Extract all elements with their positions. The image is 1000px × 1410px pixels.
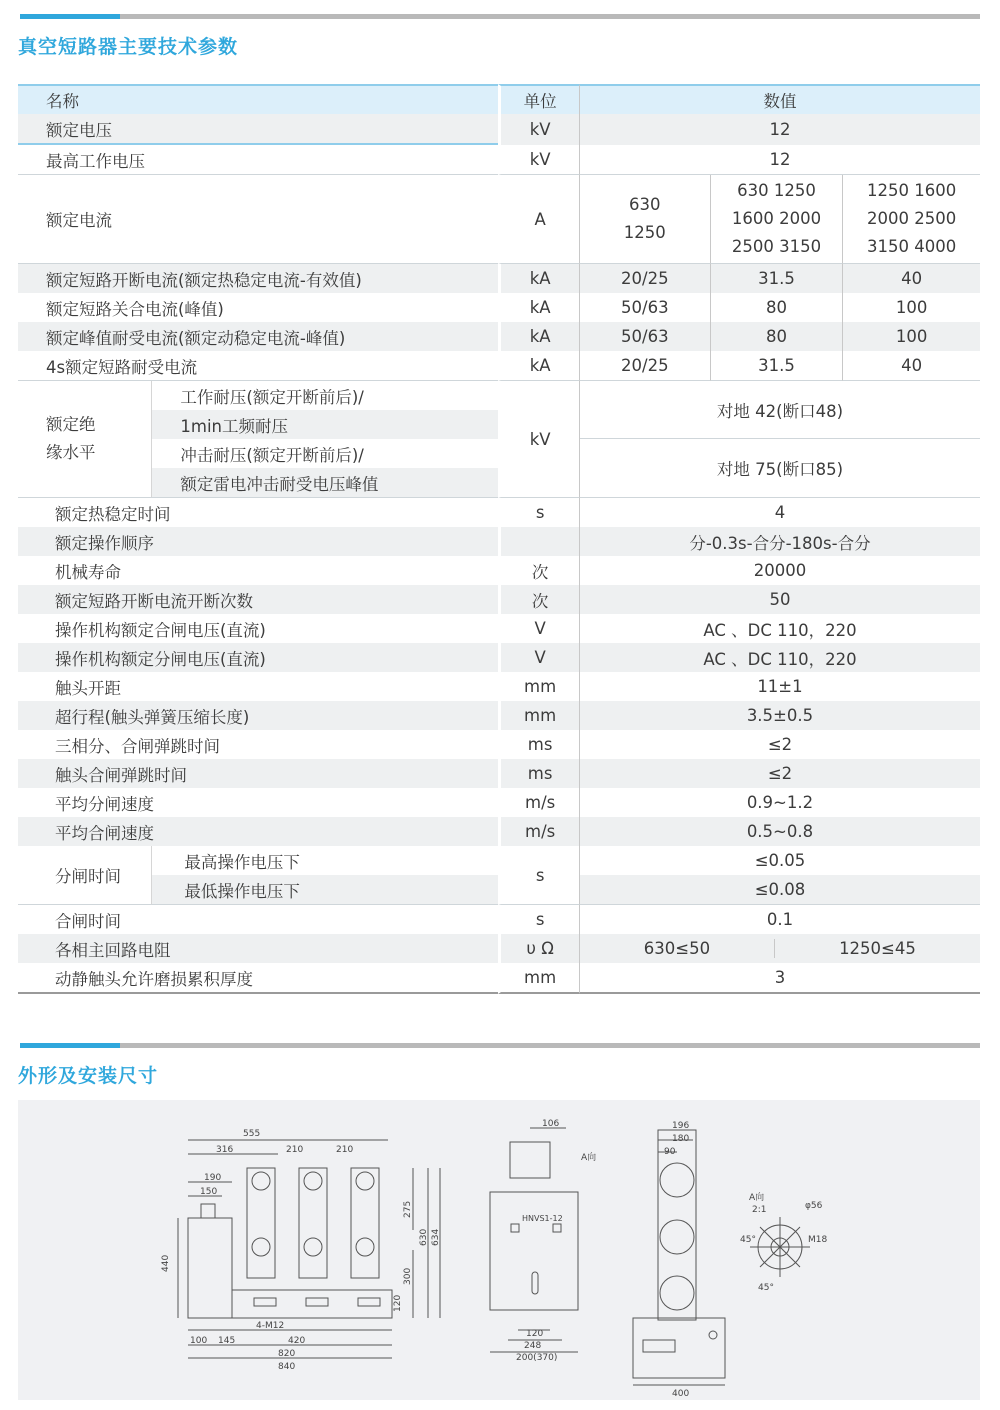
sub-name: 冲击耐压(额定开断前后)/ xyxy=(180,445,364,465)
terminal-top-3 xyxy=(356,1172,374,1190)
dim-label: 45° xyxy=(758,1283,774,1293)
table-row xyxy=(18,759,980,788)
row-unit xyxy=(498,527,580,556)
divider-accent xyxy=(20,1043,120,1048)
dim-label: 630 xyxy=(419,1228,429,1246)
row-value: 3 xyxy=(580,963,980,994)
dim-label: A向 xyxy=(581,1153,597,1163)
row-value: 50/63 xyxy=(580,322,710,351)
dim-label: 248 xyxy=(524,1341,542,1351)
table-row xyxy=(18,381,980,410)
row-unit: ms xyxy=(498,730,580,759)
pole-2 xyxy=(299,1168,327,1278)
row-unit: mm xyxy=(498,963,580,994)
row-value: 0.9~1.2 xyxy=(746,793,814,812)
row-value: 12 xyxy=(580,145,980,175)
row-name: 4s额定短路耐受电流 xyxy=(18,351,498,381)
front-mechanism xyxy=(188,1218,232,1318)
dim-label: 90 xyxy=(664,1147,676,1157)
top-screw xyxy=(709,1331,717,1339)
row-value: 630≤50 xyxy=(643,939,711,958)
table-row xyxy=(18,556,980,585)
header-unit: 单位 xyxy=(498,84,580,114)
dim-label: 100 xyxy=(190,1336,208,1346)
row-value: 80 xyxy=(710,322,843,351)
dim-label: 300 xyxy=(403,1267,413,1285)
row-unit: kV xyxy=(498,114,580,145)
dim-label: 120 xyxy=(526,1329,544,1339)
row-value: 31.5 xyxy=(710,351,843,381)
row-value: 40 xyxy=(842,351,980,381)
row-value: 50 xyxy=(580,585,980,614)
dim-label: 210 xyxy=(336,1145,354,1155)
sub-name: 工作耐压(额定开断前后)/ xyxy=(180,387,364,407)
row-value: 20/25 xyxy=(580,264,710,293)
table-row xyxy=(18,264,980,293)
row-unit: m/s xyxy=(498,817,580,846)
dim-label: 634 xyxy=(431,1228,441,1246)
table-row xyxy=(18,293,980,322)
divider-accent xyxy=(20,14,120,19)
row-value: ≤2 xyxy=(580,759,980,788)
model-label: HNVS1-12 xyxy=(522,1214,563,1223)
dim-label: 440 xyxy=(161,1254,171,1272)
row-value: 11±1 xyxy=(757,677,803,696)
side-terminal xyxy=(510,1142,550,1178)
dim-label: 275 xyxy=(403,1200,413,1218)
row-value-col3 xyxy=(842,175,980,264)
slot-3 xyxy=(358,1298,380,1306)
value-line: 2500 3150 xyxy=(731,237,822,256)
insulation-name xyxy=(18,381,152,498)
row-value: 80 xyxy=(710,293,843,322)
row-name: 额定短路开断电流(额定热稳定电流-有效值) xyxy=(18,264,498,293)
row-value: AC 、DC 110，220 xyxy=(703,620,857,640)
value-line: 1250 1600 xyxy=(867,181,957,200)
row-unit: ms xyxy=(498,759,580,788)
table-row xyxy=(18,963,980,994)
table-row xyxy=(18,614,980,643)
row-name: 三相分、合闸弹跳时间 xyxy=(55,736,220,756)
row-name: 平均合闸速度 xyxy=(18,817,498,846)
side-indicator xyxy=(511,1224,519,1232)
table-row xyxy=(18,905,980,934)
row-unit: kA xyxy=(498,293,580,322)
side-indicator xyxy=(553,1224,561,1232)
row-name: 动静触头允许磨损累积厚度 xyxy=(18,963,498,994)
row-value-col2 xyxy=(710,175,843,264)
row-name: 操作机构额定分闸电压(直流) xyxy=(18,643,498,672)
row-value: 对地 75(断口85) xyxy=(580,439,980,498)
dim-label: 145 xyxy=(218,1336,236,1346)
table-row xyxy=(18,788,980,817)
row-unit: mm xyxy=(498,701,580,730)
front-knob xyxy=(201,1204,215,1218)
name-line: 缘水平 xyxy=(46,443,96,462)
terminal-bot-1 xyxy=(252,1238,270,1256)
slot-1 xyxy=(254,1298,276,1306)
dimension-drawing xyxy=(18,1100,980,1400)
row-value: 对地 42(断口48) xyxy=(580,381,980,439)
side-body xyxy=(490,1192,578,1310)
row-unit: s xyxy=(498,498,580,527)
dim-label: 106 xyxy=(542,1119,560,1129)
sub-name: 最高操作电压下 xyxy=(184,852,300,872)
resistance-values xyxy=(580,934,980,963)
row-unit: 次 xyxy=(498,585,580,614)
drawing-svg xyxy=(18,1100,980,1400)
row-name: 触头开距 xyxy=(55,678,121,698)
row-name: 操作机构额定合闸电压(直流) xyxy=(55,620,266,640)
row-name: 额定热稳定时间 xyxy=(55,504,171,524)
top-terminal-1 xyxy=(660,1163,694,1197)
section-title-dimensions: 外形及安装尺寸 xyxy=(18,1065,159,1087)
row-unit: kV xyxy=(498,381,580,498)
table-row xyxy=(18,817,980,846)
table-row xyxy=(18,175,980,264)
slot-2 xyxy=(306,1298,328,1306)
row-unit: kV xyxy=(498,145,580,175)
dim-label: 150 xyxy=(200,1187,218,1197)
table-row xyxy=(18,701,980,730)
table-row xyxy=(18,672,980,701)
table-row xyxy=(18,643,980,672)
row-name: 分闸时间 xyxy=(18,846,152,905)
row-value: 100 xyxy=(842,293,980,322)
table-row xyxy=(18,846,980,875)
top-base xyxy=(633,1318,725,1378)
terminal-bot-2 xyxy=(304,1238,322,1256)
row-value: 12 xyxy=(580,114,980,145)
spec-table xyxy=(18,84,980,994)
table-row xyxy=(18,322,980,351)
top-plate xyxy=(643,1340,675,1352)
dim-label: 180 xyxy=(672,1134,690,1144)
table-row xyxy=(18,498,980,527)
row-unit: υ Ω xyxy=(498,934,580,963)
table-row xyxy=(18,585,980,614)
row-unit: V xyxy=(498,643,580,672)
row-name: 额定峰值耐受电流(额定动稳定电流-峰值) xyxy=(18,322,498,351)
header-value: 数值 xyxy=(580,84,980,114)
dim-label: 840 xyxy=(278,1362,296,1372)
dim-label: 400 xyxy=(672,1389,690,1399)
row-name: 额定操作顺序 xyxy=(18,527,498,556)
dim-label: 200(370) xyxy=(516,1353,558,1363)
table-row xyxy=(18,934,980,963)
row-value: 31.5 xyxy=(710,264,843,293)
row-value: 20000 xyxy=(753,561,807,580)
row-name: 额定短路开断电流开断次数 xyxy=(18,585,498,614)
front-base xyxy=(232,1290,392,1318)
row-value: 0.1 xyxy=(766,910,794,929)
sub-name: 最低操作电压下 xyxy=(152,875,498,905)
row-name: 额定短路关合电流(峰值) xyxy=(46,299,224,319)
row-value: 50/63 xyxy=(621,298,669,317)
value-line: 3150 4000 xyxy=(867,237,957,256)
table-header xyxy=(18,84,980,114)
row-value: 分-0.3s-合分-180s-合分 xyxy=(580,527,980,556)
dim-label: 45° xyxy=(740,1235,756,1245)
row-value: 100 xyxy=(842,322,980,351)
table-row xyxy=(18,145,980,175)
section-title-specs: 真空短路器主要技术参数 xyxy=(18,36,239,58)
dim-label: M18 xyxy=(808,1235,828,1245)
top-column xyxy=(658,1130,696,1320)
row-name: 额定电压 xyxy=(18,114,498,145)
row-value: 3.5±0.5 xyxy=(580,701,980,730)
value-line: 1600 2000 xyxy=(731,209,822,228)
terminal-top-1 xyxy=(252,1172,270,1190)
section-divider xyxy=(20,1043,980,1048)
dim-label: 196 xyxy=(672,1121,690,1131)
row-value-col1 xyxy=(580,175,710,264)
row-name: 超行程(触头弹簧压缩长度) xyxy=(18,701,498,730)
pole-1 xyxy=(247,1168,275,1278)
section-divider xyxy=(20,14,980,19)
dim-label: 316 xyxy=(216,1145,234,1155)
row-value: 40 xyxy=(842,264,980,293)
dim-label: 120 xyxy=(393,1294,403,1312)
row-value: 0.5~0.8 xyxy=(580,817,980,846)
value-line: 1250 xyxy=(623,223,666,242)
row-value: ≤2 xyxy=(767,735,793,754)
terminal-top-2 xyxy=(304,1172,322,1190)
table-row xyxy=(18,114,980,145)
row-unit: m/s xyxy=(498,788,580,817)
top-terminal-2 xyxy=(660,1220,694,1254)
side-handle xyxy=(532,1272,538,1294)
dim-label: 190 xyxy=(204,1173,222,1183)
dim-label: A向 xyxy=(749,1193,765,1203)
sub-name: 1min工频耐压 xyxy=(152,410,498,439)
row-unit: A xyxy=(498,175,580,264)
table-row xyxy=(18,730,980,759)
row-value: 20/25 xyxy=(580,351,710,381)
row-value: ≤0.05 xyxy=(754,851,806,870)
dim-label: 555 xyxy=(243,1129,261,1139)
row-name: 合闸时间 xyxy=(55,911,121,931)
row-name: 平均分闸速度 xyxy=(55,794,154,814)
dim-label: 420 xyxy=(288,1336,306,1346)
table-row xyxy=(18,527,980,556)
row-name: 机械寿命 xyxy=(55,562,121,582)
row-name: 额定电流 xyxy=(18,175,498,264)
table-row xyxy=(18,351,980,381)
top-terminal-3 xyxy=(660,1276,694,1310)
row-unit: mm xyxy=(498,672,580,701)
pole-3 xyxy=(351,1168,379,1278)
dim-label: 210 xyxy=(286,1145,304,1155)
dim-label: 2:1 xyxy=(752,1205,767,1215)
row-name: 最高工作电压 xyxy=(18,145,498,175)
name-line: 额定绝 xyxy=(46,415,96,434)
dim-label: 820 xyxy=(278,1349,296,1359)
value-line: 2000 2500 xyxy=(867,209,957,228)
dim-label: 4-M12 xyxy=(256,1321,285,1331)
row-unit: V xyxy=(498,614,580,643)
value-line: 630 1250 xyxy=(737,181,816,200)
row-unit: kA xyxy=(498,351,580,381)
row-value: ≤0.08 xyxy=(580,875,980,905)
row-value: 4 xyxy=(774,503,786,522)
dim-label: φ56 xyxy=(805,1201,823,1211)
sub-name: 额定雷电冲击耐受电压峰值 xyxy=(152,468,498,498)
row-value: 1250≤45 xyxy=(774,939,980,958)
row-unit: s xyxy=(498,905,580,934)
value-line: 630 xyxy=(629,195,661,214)
row-name: 各相主回路电阻 xyxy=(18,934,498,963)
row-unit: s xyxy=(498,846,580,905)
header-name: 名称 xyxy=(18,84,498,114)
row-name: 触头合闸弹跳时间 xyxy=(18,759,498,788)
row-unit: kA xyxy=(498,264,580,293)
terminal-bot-3 xyxy=(356,1238,374,1256)
row-unit: 次 xyxy=(498,556,580,585)
row-value: AC 、DC 110，220 xyxy=(580,643,980,672)
row-unit: kA xyxy=(498,322,580,351)
